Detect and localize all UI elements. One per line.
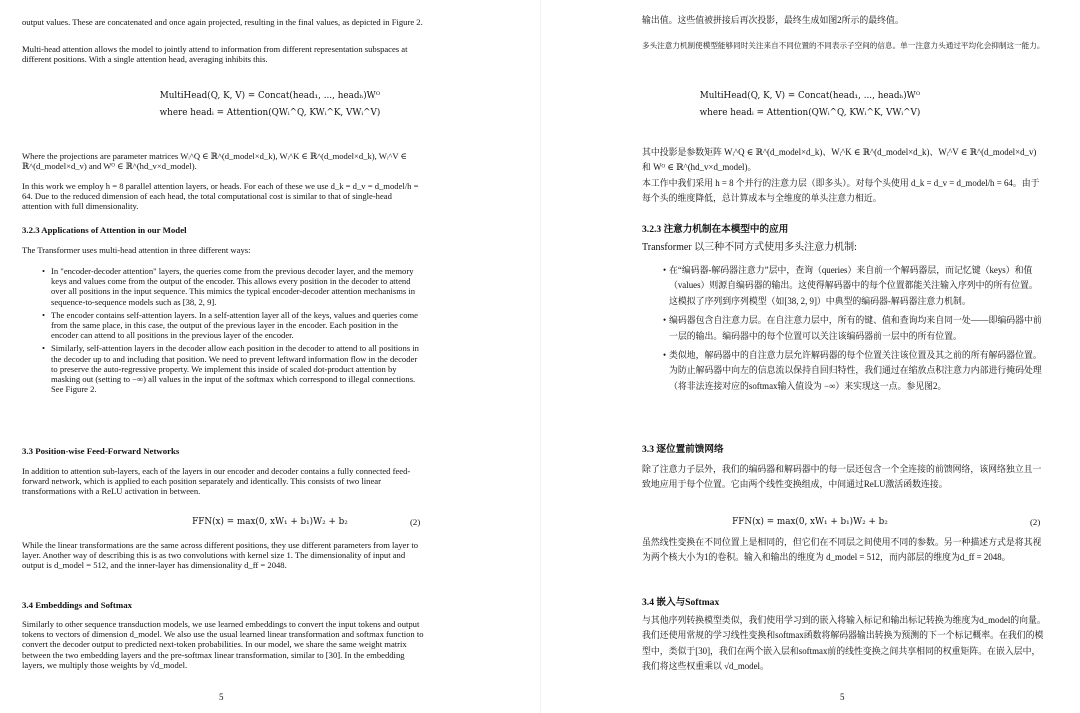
projections-paragraph: 其中投影是参数矩阵 Wᵢ^Q ∈ ℝ^(d_model×d_k)、Wᵢ^K ∈ ℝ^(d_model×d_k)、Wᵢ^V ∈ ℝ^(d_model×d_v) 和 Wᴼ ∈ ℝ^(hd_v×d_model)。 [642,147,1037,173]
ffn-paragraph: 除了注意力子层外，我们的编码器和解码器中的每一层还包含一个全连接的前馈网络，该网络独立且一致地应用于每个位置。它由两个线性变换组成，中间通过ReLU激活函数连接。 [642,464,1042,490]
page-number: 5 [219,692,224,702]
ffn-equation: FFN(x) = max(0, xW₁ + b₁)W₂ + b₂ [192,517,348,527]
three-ways-paragraph: Transformer 以三种不同方式使用多头注意力机制: [642,242,857,253]
list-item: • The encoder contains self-attention layers. In a self-attention layer all of the keys, values and queries come from the same place, in this case, the output of the previous layer in the encoder. Each position in the encoder can attend to all positions in the previous layer of the encoder. [42,309,419,341]
bullet-icon: • [663,265,667,275]
chinese-page [540,0,1080,713]
bullet-icon: • [663,315,667,326]
equation-number: (2) [1030,517,1041,527]
section-3-4-heading: 3.4 Embeddings and Softmax [22,600,132,610]
list-item: • 编码器包含自注意力层。在自注意力层中，所有的键、值和查询均来自同一处——即编码器中前一层的输出。编码器中的每个位置可以关注该编码器前一层中的所有位置。 [663,315,1042,341]
page-number: 5 [840,692,845,702]
embeddings-paragraph: 与其他序列转换模型类似，我们使用学习到的嵌入将输入标记和输出标记转换为维度为d_model的向量。我们还使用常规的学习线性变换和softmax函数将解码器输出转换为预测的下一个标记概率。在我们的模型中，类似于[30]，我们在两个嵌入层和softmax前的线性变换之间共享相同的权重矩阵。在嵌入层中，我们将这些权重乘以 √d_model。 [642,615,1046,672]
bullet-icon: • [42,343,46,354]
list-item: • 在“编码器-解码器注意力”层中，查询（queries）来自前一个解码器层，而记忆键（keys）和值（values）则源自编码器的输出。这使得解码器中的每个位置都能关注输入序列中的所有位置。这模拟了序列到序列模型（如[38, 2, 9]）中典型的编码器-解码器注意力机制。 [663,265,1038,306]
bullet-icon: • [663,350,667,361]
head-equation: where headᵢ = Attention(QWᵢ^Q, KWᵢ^K, VWᵢ^V) [699,108,921,118]
three-ways-paragraph: The Transformer uses multi-head attention in three different ways: [22,245,251,255]
intro-paragraph: output values. These are concatenated and once again projected, resulting in the final values, as depicted in Figure 2. [22,17,423,27]
bullet-icon: • [42,266,46,276]
attention-uses-list [642,263,1046,398]
multihead-paragraph: Multi-head attention allows the model to jointly attend to information from different representation subspaces at different positions. With a single attention head, averaging inhibits this. [22,44,408,65]
multihead-equation: MultiHead(Q, K, V) = Concat(head₁, ..., headₕ)Wᴼ [699,91,921,101]
head-equation: where headᵢ = Attention(QWᵢ^Q, KWᵢ^K, VWᵢ^V) [159,108,381,118]
section-3-2-3-heading: 3.2.3 注意力机制在本模型中的应用 [642,224,789,235]
ffn-paragraph: In addition to attention sub-layers, each of the layers in our encoder and decoder contains a fully connected feed-forward network, which is applied to each position separately and identically. This consists of two linear transformations with a ReLU activation in between. [22,466,411,497]
heads-paragraph: In this work we employ h = 8 parallel attention layers, or heads. For each of these we use d_k = d_v = d_model/h = 64. Due to the reduced dimension of each head, the total computational cost is similar to that of single-head attention with full dimensionality. [22,181,419,212]
section-3-3-heading: 3.3 逐位置前馈网络 [642,444,724,455]
list-item: • In "encoder-decoder attention" layers, the queries come from the previous decoder layer, and the memory keys and values come from the output of the encoder. This allows every position in the decoder to attend over all positions in the input sequence. This mimics the typical encoder-decoder attention mechanisms in sequence-to-sequence models such as [38, 2, 9]. [42,266,416,307]
ffn-equation: FFN(x) = max(0, xW₁ + b₁)W₂ + b₂ [732,517,888,527]
attention-uses-list [22,266,424,397]
linear-paragraph: 虽然线性变换在不同位置上是相同的，但它们在不同层之间使用不同的参数。另一种描述方式是将其视为两个核大小为1的卷积。输入和输出的维度为 d_model = 512，而内部层的维度为d_ff = 2048。 [642,537,1042,563]
list-item: • Similarly, self-attention layers in the decoder allow each position in the decoder to attend to all positions in the decoder up to and including that position. We need to prevent leftward information flow in the decoder to preserve the auto-regressive property. We implement this inside of scaled dot-product attention by masking out (setting to −∞) all values in the input of the softmax which correspond to illegal connections. See Figure 2. [42,343,419,395]
heads-paragraph: 本工作中我们采用 h = 8 个并行的注意力层（即多头）。对每个头使用 d_k = d_v = d_model/h = 64。由于每个头的维度降低，总计算成本与全维度的单头注意力相近。 [642,178,1040,204]
embeddings-paragraph: Similarly to other sequence transduction models, we use learned embeddings to convert the input tokens and output tokens to vectors of dimension d_model. We also use the usual learned linear transformation and softmax function to convert the decoder output to predicted next-token probabilities. In our model, we share the same weight matrix between the two embedding layers and the pre-softmax linear transformation, similar to [30]. In the embedding layers, we multiply those weights by √d_model. [22,619,424,670]
bullet-icon: • [42,309,46,320]
section-3-3-heading: 3.3 Position-wise Feed-Forward Networks [22,446,180,456]
projections-paragraph: Where the projections are parameter matrices Wᵢ^Q ∈ ℝ^(d_model×d_k), Wᵢ^K ∈ ℝ^(d_model×d_k), Wᵢ^V ∈ ℝ^(d_model×d_v) and Wᴼ ∈ ℝ^(hd_v×d_model). [22,151,407,172]
list-item: • 类似地，解码器中的自注意力层允许解码器的每个位置关注该位置及其之前的所有解码器位置。为防止解码器中向左的信息流以保持自回归特性，我们通过在缩放点积注意力内部进行掩码处理（将非法连接对应的softmax输入值设为 −∞）来实现这一点。参见图2。 [663,350,1042,391]
multihead-paragraph: 多头注意力机制使模型能够同时关注来自不同位置的不同表示子空间的信息。单一注意力头通过平均化会抑制这一能力。 [642,41,1045,50]
multihead-equation: MultiHead(Q, K, V) = Concat(head₁, ..., headₕ)Wᴼ [159,91,381,101]
intro-paragraph: 输出值。这些值被拼接后再次投影，最终生成如图2所示的最终值。 [642,15,904,25]
section-3-2-3-heading: 3.2.3 Applications of Attention in our Model [22,225,187,235]
section-3-4-heading: 3.4 嵌入与Softmax [642,597,720,608]
equation-number: (2) [410,517,421,527]
linear-paragraph: While the linear transformations are the same across different positions, they use different parameters from layer to layer. Another way of describing this is as two convolutions with kernel size 1. The dimensionality of input and output is d_model = 512, and the inner-layer has dimensionality d_ff = 2048. [22,540,419,571]
